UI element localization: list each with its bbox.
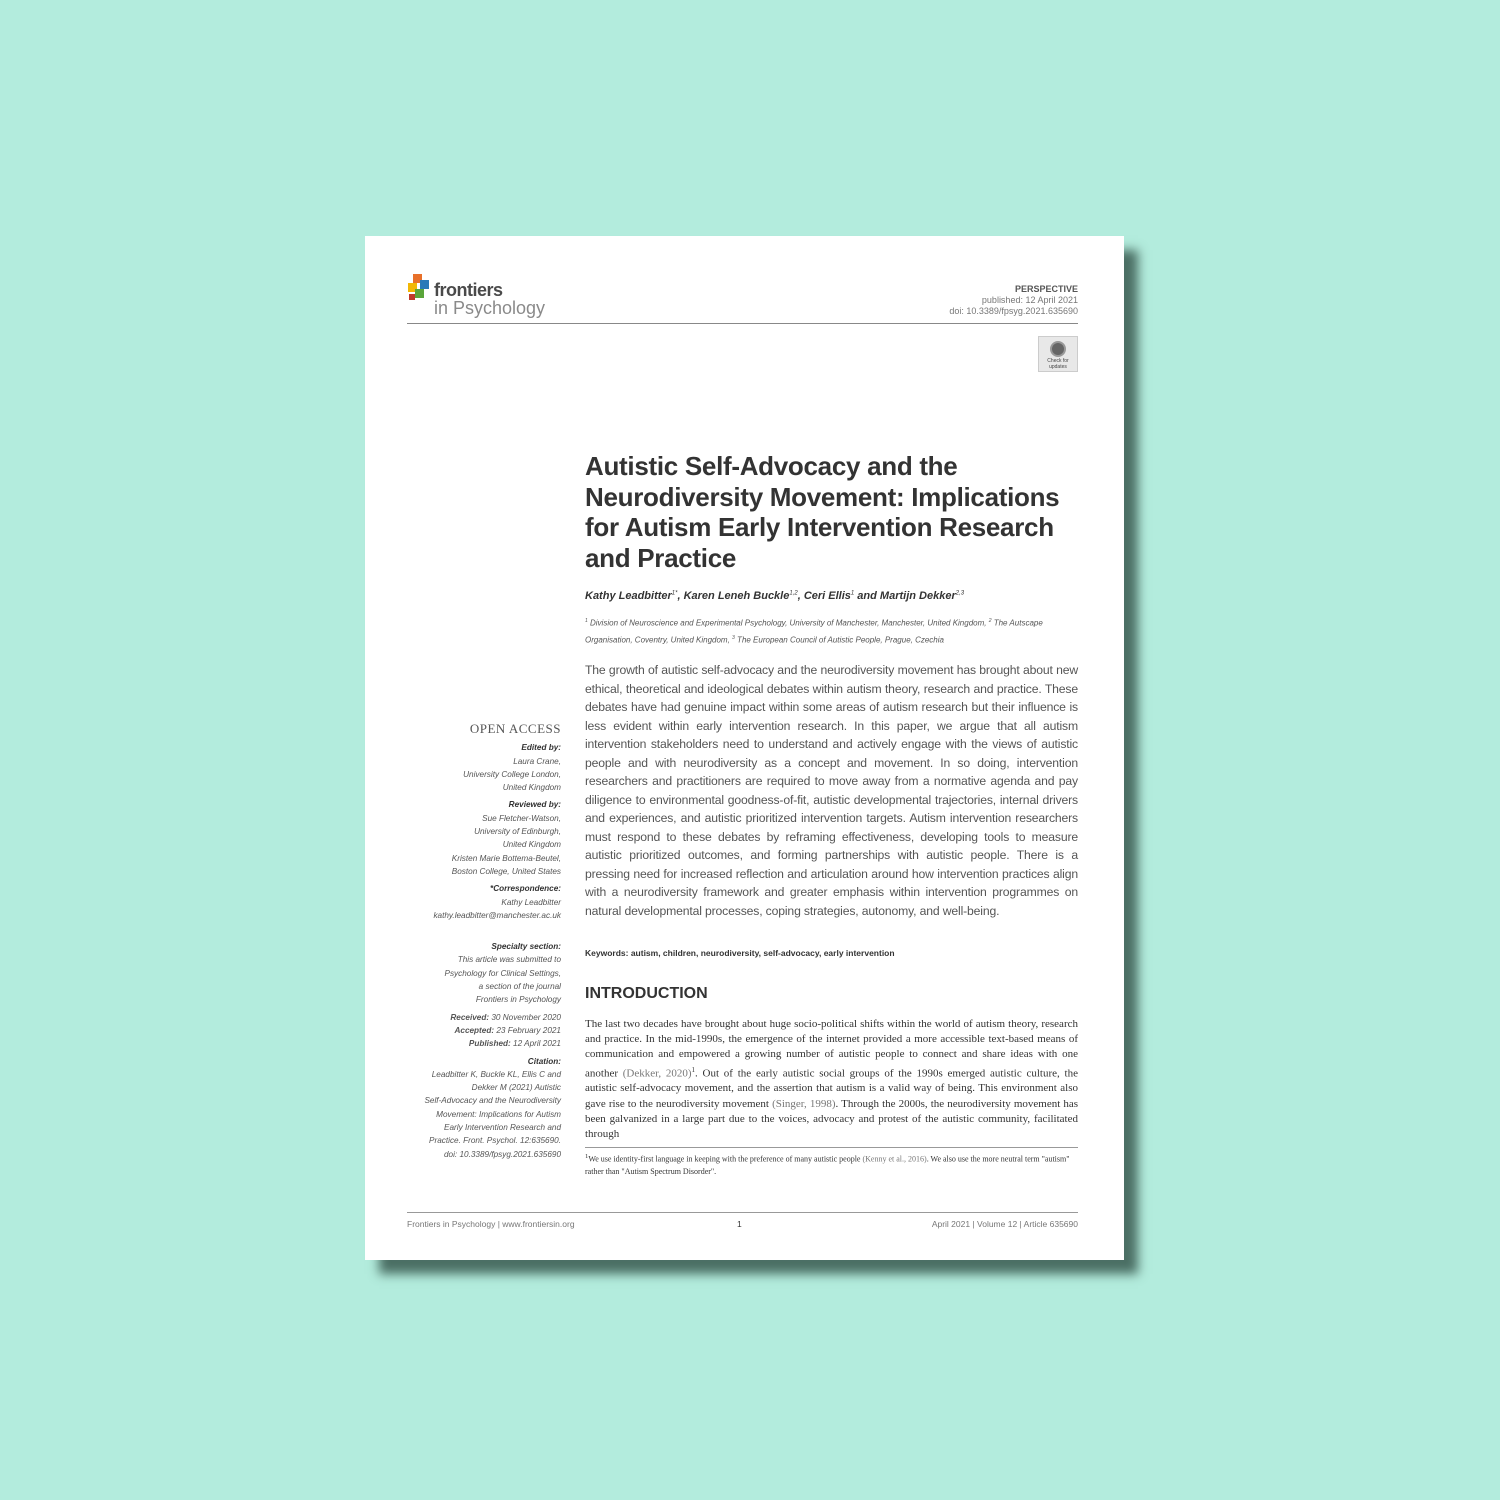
article-info-sidebar (405, 722, 561, 1161)
editor-line: University College London, (463, 769, 561, 779)
header-divider (407, 323, 1078, 324)
author-affil-sup: 1 (850, 590, 855, 597)
citation-line: Practice. Front. Psychol. 12:635690. (429, 1136, 561, 1146)
paper-page (365, 236, 1124, 1260)
citation-doi[interactable]: doi: 10.3389/fpsyg.2021.635690 (444, 1149, 561, 1159)
reviewer-line: United Kingdom (502, 840, 561, 850)
editor-line: Laura Crane, (513, 756, 561, 766)
body-text: . Out of the early autistic social groups of the 1990s emerged autistic culture, the autistic self-advocacy movement, and the assertion that autism is a valid way of being. This environment also gave rise to the neurodiversity movement (585, 1067, 1078, 1110)
footnote-text: We use identity-first language in keeping with the preference of many autistic people (588, 1154, 863, 1164)
received-label: Received: (450, 1012, 490, 1022)
reviewer-line: Kristen Marie Bottema-Beutel, (451, 853, 561, 863)
footer-journal-link[interactable]: Frontiers in Psychology | www.frontiersin.org (407, 1219, 575, 1229)
doi-link[interactable]: doi: 10.3389/fpsyg.2021.635690 (949, 306, 1078, 316)
footer-divider (407, 1212, 1078, 1213)
published-label: Published: (468, 1039, 511, 1049)
citation-line: Movement: Implications for Autism (436, 1109, 561, 1119)
author-name[interactable]: Martijn Dekker (879, 590, 956, 602)
citation-line: Leadbitter K, Buckle KL, Ellis C and (431, 1069, 561, 1079)
frontiers-logo-icon (407, 274, 431, 302)
author-list (585, 590, 964, 602)
author-separator: and (854, 590, 880, 602)
abstract: The growth of autistic self-advocacy and the neurodiversity movement has brought about new ethical, theoretical and ideological debates within autism theory, research and practice. These debates have had genuine impact within some areas of autism research but their influence is less evident within early intervention research. In this paper, we argue that all autism intervention stakeholders need to understand and actively engage with the views of autistic people and with neurodiversity as a concept and movement. In so doing, intervention researchers and practitioners are required to move away from a normative agenda and pay diligence to environmental goodness-of-fit, autistic developmental trajectories, internal drivers and experiences, and autistic prioritized intervention targets. Autism intervention researchers must respond to these debates by reframing effectiveness, developing tools to measure autistic prioritized outcomes, and forming partnerships with autistic people. There is a pressing need for increased reflection and articulation around how intervention practices align with a neurodiversity framework and greater emphasis within intervention programmes on natural developmental processes, coping strategies, autonomy, and well-being. (585, 663, 1078, 918)
footnote-text: . We also use the more neutral term "autism" rather than "Autism Spectrum Disorder". (585, 1154, 1070, 1176)
author-affil-sup: 1* (671, 590, 678, 597)
received-value: 30 November 2020 (489, 1012, 561, 1022)
affiliation: The European Council of Autistic People, Prague, Czechia (734, 635, 944, 645)
reviewer-line: Sue Fletcher-Watson, (482, 813, 561, 823)
correspondence-label: *Correspondence: (490, 884, 561, 894)
citation-line: Self-Advocacy and the Neurodiversity (424, 1096, 561, 1106)
correspondence-name: Kathy Leadbitter (501, 897, 561, 907)
journal-name: in Psychology (434, 298, 546, 318)
specialty-line: Frontiers in Psychology (475, 995, 561, 1005)
affil-sup: 3 (732, 634, 735, 641)
published-date: published: 12 April 2021 (981, 295, 1078, 305)
affiliations (585, 614, 1075, 647)
published-date-sidebar (405, 1037, 561, 1050)
crossmark-icon (1050, 341, 1066, 357)
affil-sup: 1 (585, 618, 588, 624)
author-name[interactable]: Kathy Leadbitter (585, 590, 672, 602)
body-text: . Through the 2000s, the neurodiversity movement has been galvanized in a large part due to the voices, advocacy and protest of the autistic community, facilitated through (585, 1097, 1078, 1141)
open-access-label: OPEN ACCESS (469, 721, 561, 736)
author-name[interactable]: Ceri Ellis (803, 590, 851, 602)
paper-title: Autistic Self-Advocacy and the Neurodiversity Movement: Implications for Autism Early Intervention Research and Practice (585, 451, 1060, 573)
specialty-section-label: Specialty section: (491, 942, 561, 952)
specialty-line: This article was submitted to (457, 955, 561, 965)
introduction-paragraph (585, 1017, 1078, 1142)
citation-line: Dekker M (2021) Autistic (471, 1083, 561, 1093)
article-type: PERSPECTIVE (1014, 284, 1078, 294)
brand-name: frontiers (434, 280, 503, 300)
received-date (405, 1011, 561, 1024)
reviewed-by-label: Reviewed by: (508, 800, 561, 810)
footer-issue-info: April 2021 | Volume 12 | Article 635690 (931, 1219, 1078, 1229)
affil-sup: 2 (988, 618, 992, 624)
accepted-date (405, 1024, 561, 1037)
accepted-label: Accepted: (454, 1025, 495, 1035)
page-number: 1 (737, 1219, 742, 1229)
check-for-updates-button[interactable] (1038, 336, 1078, 372)
published-value: 12 April 2021 (510, 1039, 561, 1049)
affiliation: Division of Neuroscience and Experimental Psychology, University of Manchester, Manchester, United Kingdom, (587, 618, 989, 628)
author-affil-sup: 1,2 (789, 590, 798, 597)
affiliation: The Autscape Organisation, Coventry, United Kingdom, (585, 618, 1043, 645)
editor-line: United Kingdom (502, 783, 561, 793)
crossmark-label: Check for updates (1047, 358, 1069, 370)
citation-link[interactable]: (Kenny et al., 2016) (862, 1154, 927, 1164)
footnote-number: 1 (585, 1153, 589, 1160)
citation-line: Early Intervention Research and (444, 1123, 561, 1133)
citation-label: Citation: (527, 1056, 561, 1066)
article-meta (949, 284, 1078, 317)
specialty-line: Psychology for Clinical Settings, (444, 968, 561, 978)
keywords: Keywords: autism, children, neurodiversity, self-advocacy, early intervention (585, 948, 895, 958)
citation-link[interactable]: (Dekker, 2020) (622, 1067, 692, 1080)
footnote-ref[interactable]: 1 (691, 1065, 696, 1074)
correspondence-email[interactable]: kathy.leadbitter@manchester.ac.uk (433, 910, 561, 920)
reviewer-line: University of Edinburgh, (474, 827, 561, 837)
author-separator: , (677, 590, 684, 602)
reviewer-line: Boston College, United States (451, 866, 561, 876)
body-text: The last two decades have brought about huge socio-political shifts within the world of autism theory, research and practice. In the mid-1990s, the emergence of the internet provided a more accessible text-based means of communication and empowered a growing number of autistic people to connect and share ideas with one another (585, 1018, 1078, 1080)
author-separator: , (797, 590, 804, 602)
spacer (405, 922, 561, 936)
footnote (585, 1147, 1078, 1178)
citation-link[interactable]: (Singer, 1998) (772, 1097, 836, 1110)
author-affil-sup: 2,3 (955, 590, 965, 597)
section-heading: INTRODUCTION (585, 985, 708, 1002)
edited-by-label: Edited by: (521, 743, 561, 753)
accepted-value: 23 February 2021 (494, 1025, 561, 1035)
author-name[interactable]: Karen Leneh Buckle (683, 590, 790, 602)
specialty-line: a section of the journal (478, 982, 561, 992)
